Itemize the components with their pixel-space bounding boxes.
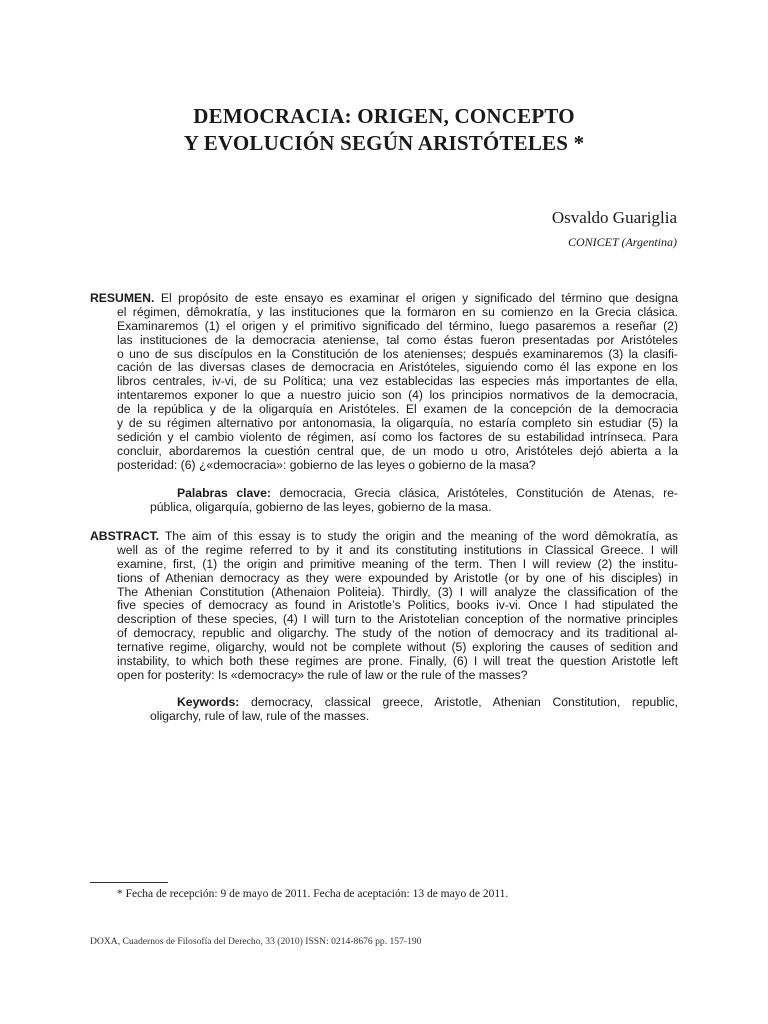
- resumen-line: las instituciones de la democracia ateniense, tal como éstas fueron presentadas por Aristóteles: [117, 332, 678, 347]
- title-line-2: Y EVOLUCIÓN SEGÚN ARISTÓTELES *: [183, 131, 585, 155]
- abstract-line: instability, to which both these regimes are prone. Finally, (6) I will treat the question Aristotle left: [117, 654, 678, 669]
- article-title: [0, 103, 768, 157]
- palabras-clave-text: democracia, Grecia clásica, Aristóteles, Constitución de Atenas, re-: [279, 486, 678, 500]
- author-affiliation: CONICET (Argentina): [567, 235, 677, 249]
- resumen-line: de la república y de la oligarquía en Aristóteles. El examen de la concepción de la democracia: [117, 402, 678, 417]
- keywords-section: [90, 696, 678, 724]
- journal-footer: DOXA, Cuadernos de Filosofía del Derecho, 33 (2010) ISSN: 0214-8676 pp. 157-190: [90, 936, 422, 947]
- abstract-line: description of these species, (4) I will turn to the Aristotelian conception of the normative principles: [117, 612, 678, 627]
- resumen-line: Examinaremos (1) el origen y el primitivo significado del término, luego pasaremos a reseñar (2): [117, 318, 678, 333]
- abstract-line: of democracy, republic and oligarchy. The study of the notion of democracy and its traditional al-: [117, 626, 678, 641]
- footnote-rule: [90, 882, 168, 883]
- resumen-line-text: El propósito de este ensayo es examinar el origen y significado del término que designa: [160, 291, 679, 305]
- resumen-line: libros centrales, iv-vi, de su Política; una vez establecidas las especies más importantes de ella,: [117, 374, 678, 389]
- author-name: Osvaldo Guariglia: [551, 208, 677, 227]
- abstract-line: ternative regime, oligarchy, would not be complete without (5) exploring the causes of sedition and: [117, 640, 678, 655]
- resumen-label: RESUMEN.: [90, 291, 155, 305]
- abstract-label: ABSTRACT.: [90, 529, 160, 543]
- abstract-line: examine, first, (1) the origin and primitive meaning of the term. Then I will review (2) the institu-: [117, 556, 678, 571]
- abstract-line: five species of democracy as found in Aristotle’s Politics, books iv-vi. Once I had stipulated the: [117, 598, 678, 613]
- keywords-text: democracy, classical greece, Aristotle, Athenian Constitution, republic,: [251, 695, 678, 709]
- keywords-label: Keywords:: [177, 695, 240, 709]
- resumen-line: [90, 292, 678, 306]
- abstract-line: The Athenian Constitution (Athenaion Politeia). Thirdly, (3) I will analyze the classification of the: [117, 584, 678, 599]
- resumen-line: o uno de sus discípulos en la Constitución de los atenienses; después examinaremos (3) la clasifi-: [117, 346, 678, 361]
- abstract-section: [90, 530, 678, 683]
- abstract-line: [90, 530, 678, 544]
- palabras-clave-line: [90, 487, 678, 501]
- resumen-line: intentaremos exponer lo que a nuestro juicio son (4) los principios normativos de la democracia,: [117, 388, 678, 403]
- resumen-line: posteridad: (6) ¿«democracia»: gobierno de las leyes o gobierno de la masa?: [117, 457, 536, 472]
- abstract-line: open for posterity: Is «democracy» the rule of law or the rule of the masses?: [117, 667, 528, 682]
- resumen-section: [90, 292, 678, 473]
- abstract-line: well as of the regime referred to by it and its constituting institutions in Classical Greece. I will: [117, 542, 678, 557]
- title-line-1: DEMOCRACIA: ORIGEN, CONCEPTO: [193, 104, 575, 128]
- abstract-line: tions of Athenian democracy as they were expounded by Aristotle (or by one of his disciples) in: [117, 570, 678, 585]
- keywords-line: oligarchy, rule of law, rule of the masses.: [150, 708, 370, 723]
- palabras-clave-label: Palabras clave:: [177, 486, 271, 500]
- palabras-clave-section: [90, 487, 678, 515]
- resumen-line: y de su régimen alternativo por antonomasia, la oligarquía, no estaría completo sin estudiar (5) la: [117, 416, 678, 431]
- abstract-line-text: The aim of this essay is to study the origin and the meaning of the word dêmokratía, as: [164, 529, 678, 543]
- resumen-line: el régimen, dêmokratía, y las instituciones que la formaron en su comienzo en la Grecia clásica.: [117, 304, 678, 319]
- resumen-line: concluir, abordaremos la cuestión central que, de un modo u otro, Aristóteles dejó abierta a la: [117, 443, 678, 458]
- keywords-line: [90, 696, 678, 710]
- resumen-line: sedición y el cambio violento de régimen, así como los factores de su estabilidad intrínseca. Para: [117, 429, 678, 444]
- resumen-line: cación de las diversas clases de democracia en Aristóteles, siguiendo como él las expone en los: [117, 360, 678, 375]
- palabras-clave-line: pública, oligarquía, gobierno de las leyes, gobierno de la masa.: [150, 499, 492, 514]
- footnote: * Fecha de recepción: 9 de mayo de 2011. Fecha de aceptación: 13 de mayo de 2011.: [117, 888, 509, 900]
